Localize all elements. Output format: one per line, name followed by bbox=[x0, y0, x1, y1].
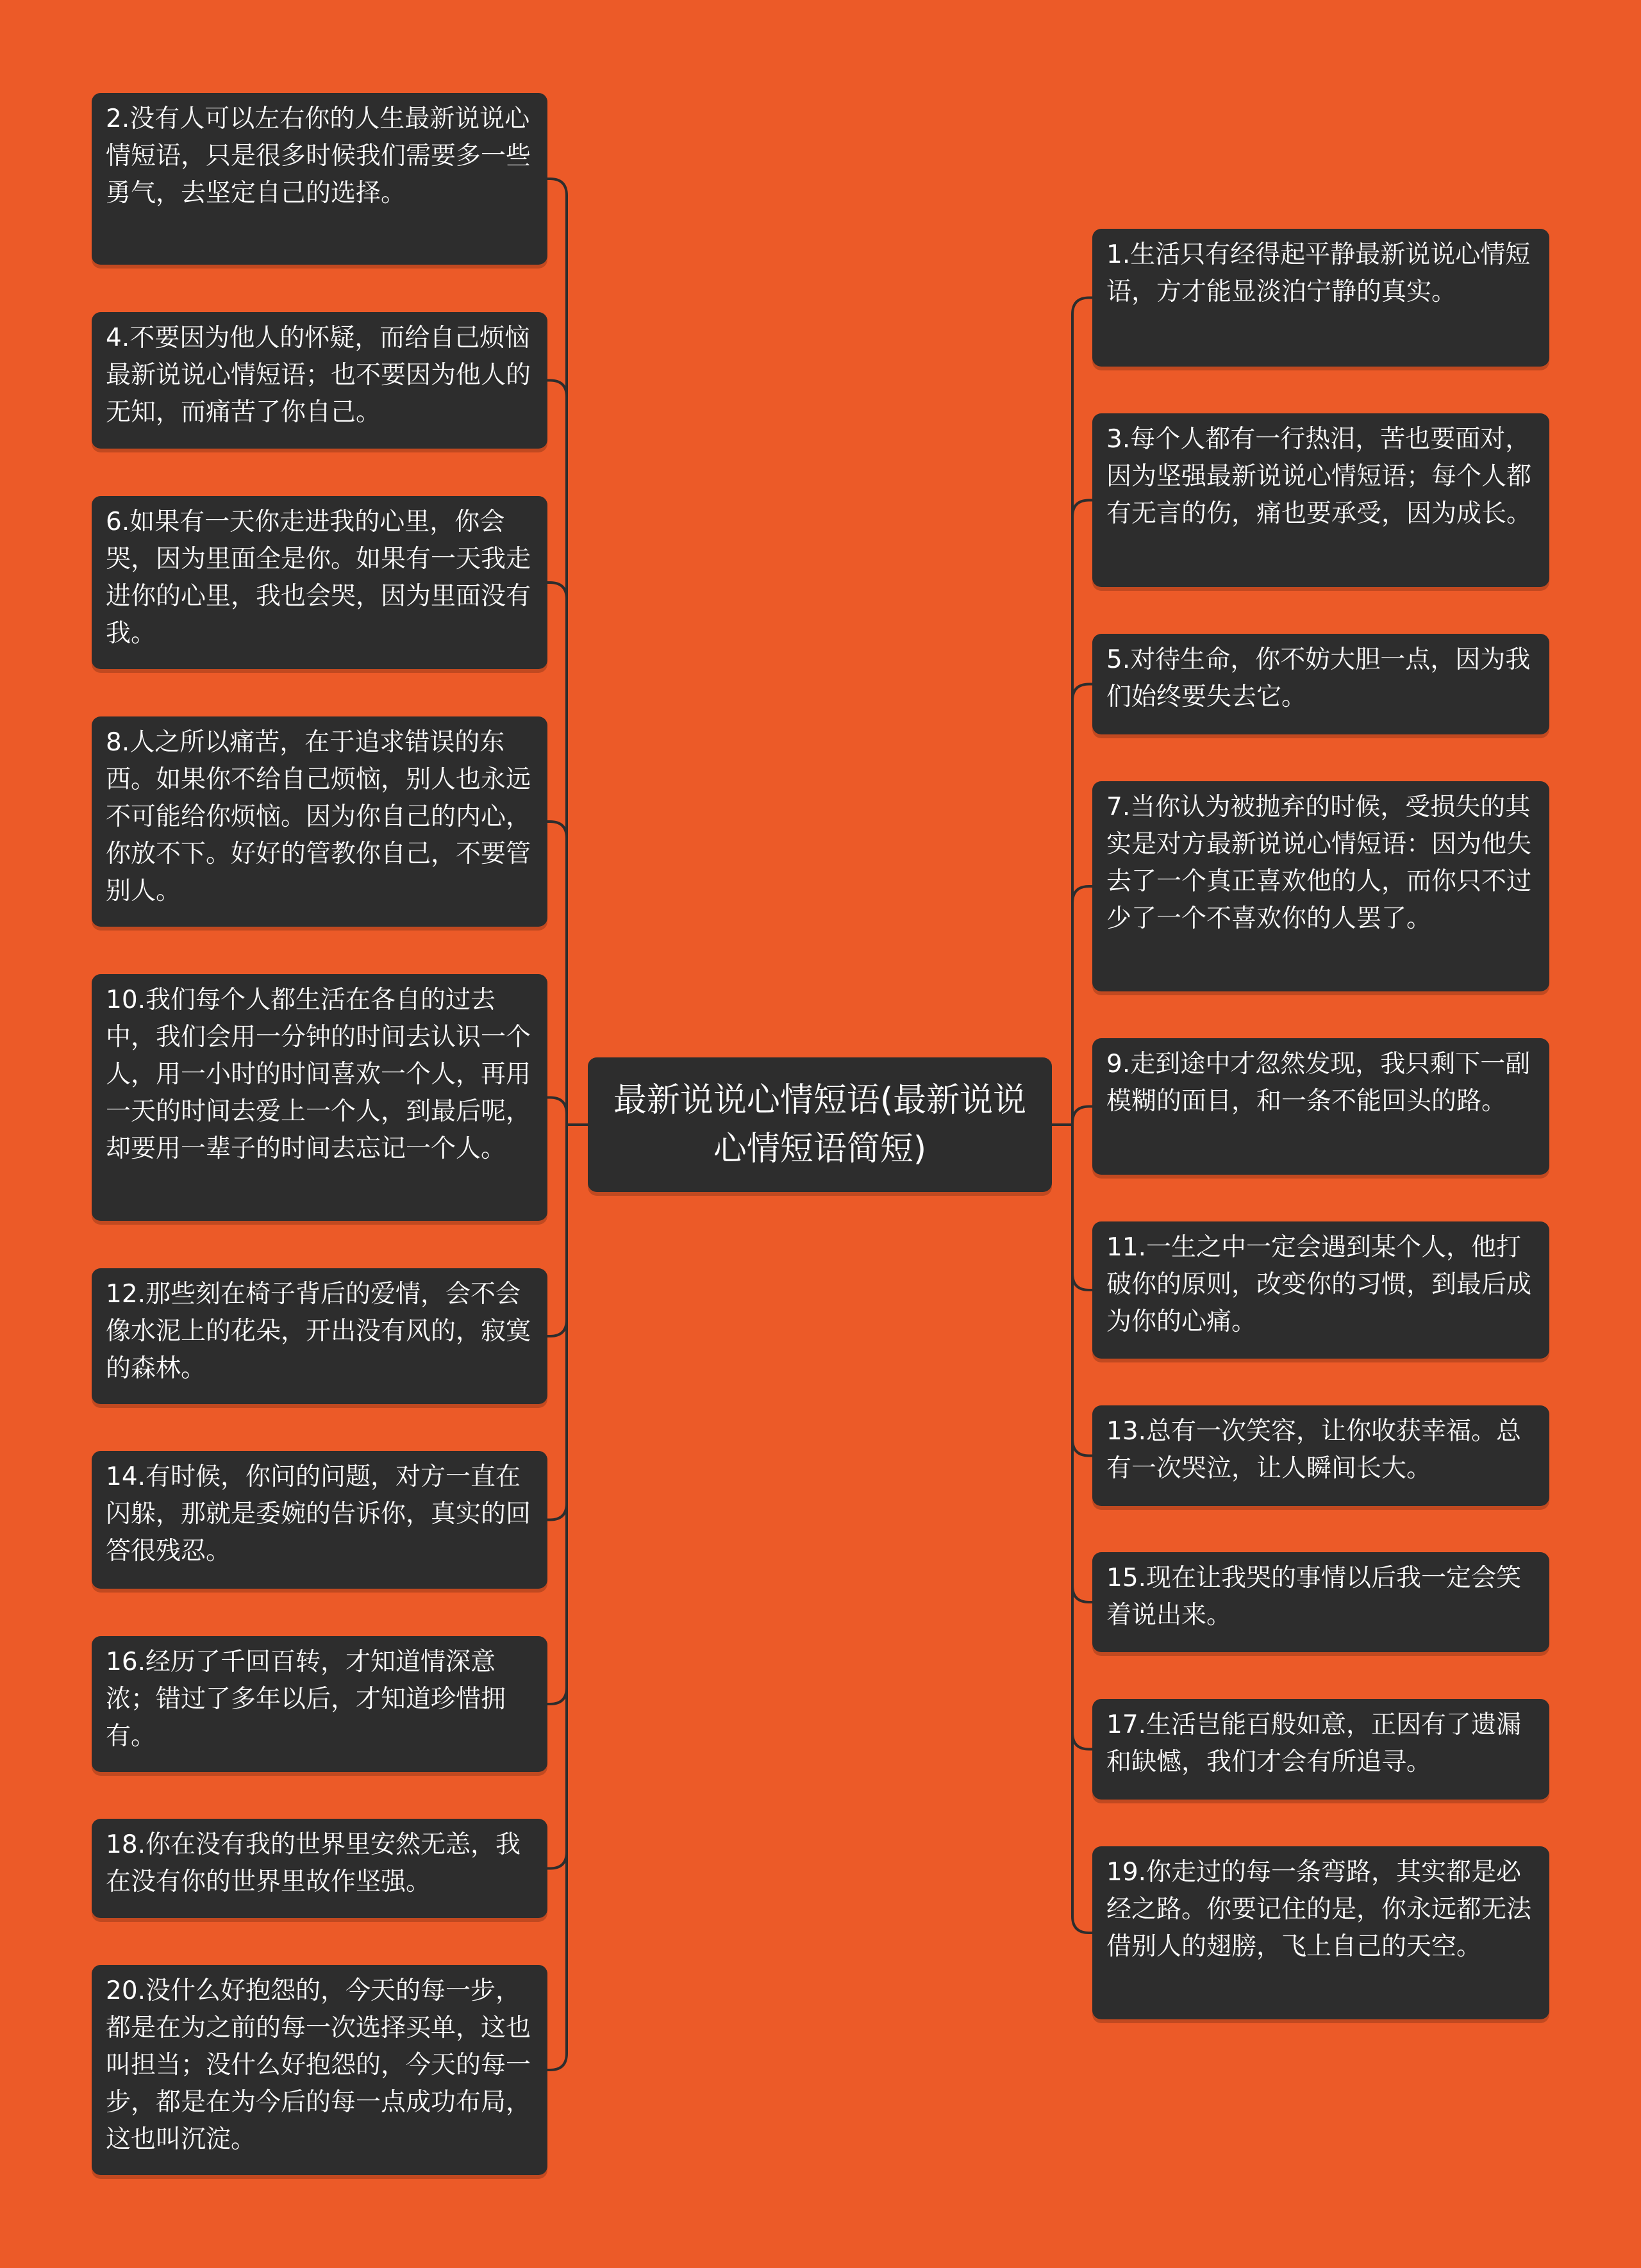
branch-text: 7.当你认为被抛弃的时候，受损失的其实是对方最新说说心情短语：因为他失去了一个真正喜欢他的人，而你只不过少了一个不喜欢你的人罢了。 bbox=[1106, 793, 1532, 933]
branch-text: 8.人之所以痛苦，在于追求错误的东西。如果你不给自己烦恼，别人也永远不可能给你烦恼。因为你自己的内心，你放不下。好好的管教你自己，不要管别人。 bbox=[106, 728, 531, 906]
branch-node-2[interactable] bbox=[92, 93, 547, 265]
branch-node-20[interactable] bbox=[92, 1965, 547, 2175]
branch-text: 12.那些刻在椅子背后的爱情，会不会像水泥上的花朵，开出没有风的，寂寞的森林。 bbox=[106, 1280, 531, 1383]
branch-node-6[interactable] bbox=[92, 496, 547, 669]
branch-text: 13.总有一次笑容，让你收获幸福。总有一次哭泣，让人瞬间长大。 bbox=[1106, 1417, 1522, 1483]
branch-text: 5.对待生命，你不妨大胆一点，因为我们始终要失去它。 bbox=[1106, 645, 1531, 711]
connector-right bbox=[1072, 1125, 1092, 1602]
branch-node-13[interactable] bbox=[1092, 1405, 1549, 1506]
branch-node-19[interactable] bbox=[1092, 1846, 1549, 2019]
branch-node-12[interactable] bbox=[92, 1268, 547, 1404]
branch-text: 4.不要因为他人的怀疑，而给自己烦恼最新说说心情短语；也不要因为他人的无知，而痛苦了你自己。 bbox=[106, 324, 531, 427]
branch-node-10[interactable] bbox=[92, 974, 547, 1221]
branch-node-11[interactable] bbox=[1092, 1221, 1549, 1359]
connector-right bbox=[1072, 886, 1092, 1125]
connector-left bbox=[547, 1125, 567, 1520]
branch-text: 9.走到途中才忽然发现，我只剩下一副模糊的面目，和一条不能回头的路。 bbox=[1106, 1050, 1531, 1116]
connector-left bbox=[547, 583, 567, 1125]
connector-right bbox=[1072, 1125, 1092, 1750]
branch-node-18[interactable] bbox=[92, 1819, 547, 1918]
branch-node-14[interactable] bbox=[92, 1451, 547, 1589]
branch-text: 1.生活只有经得起平静最新说说心情短语，方才能显淡泊宁静的真实。 bbox=[1106, 240, 1531, 306]
connector-left bbox=[547, 179, 567, 1125]
branch-text: 10.我们每个人都生活在各自的过去中，我们会用一分钟的时间去认识一个人，用一小时的时间喜欢一个人，再用一天的时间去爱上一个人，到最后呢，却要用一辈子的时间去忘记一个人。 bbox=[106, 986, 531, 1163]
root-node[interactable] bbox=[588, 1057, 1052, 1192]
branch-text: 2.没有人可以左右你的人生最新说说心情短语，只是很多时候我们需要多一些勇气，去坚定自己的选择。 bbox=[106, 104, 531, 208]
branch-text: 17.生活岂能百般如意，正因有了遗漏和缺憾，我们才会有所追寻。 bbox=[1106, 1710, 1522, 1776]
connector-left bbox=[547, 1125, 567, 1336]
connector-right bbox=[1072, 1125, 1092, 1290]
branch-node-7[interactable] bbox=[1092, 781, 1549, 991]
branch-text: 18.你在没有我的世界里安然无恙，我在没有你的世界里故作坚强。 bbox=[106, 1830, 521, 1896]
connector-left bbox=[547, 381, 567, 1125]
branch-text: 3.每个人都有一行热泪，苦也要面对，因为坚强最新说说心情短语；每个人都有无言的伤，痛也要承受，因为成长。 bbox=[1106, 425, 1532, 528]
branch-node-9[interactable] bbox=[1092, 1038, 1549, 1175]
branch-node-3[interactable] bbox=[1092, 413, 1549, 587]
connector-right bbox=[1072, 501, 1092, 1125]
connector-right bbox=[1072, 298, 1092, 1125]
branch-text: 15.现在让我哭的事情以后我一定会笑着说出来。 bbox=[1106, 1564, 1522, 1630]
root-label: 最新说说心情短语(最新说说心情短语简短) bbox=[613, 1081, 1027, 1168]
connector-right bbox=[1072, 1107, 1092, 1125]
branch-text: 19.你走过的每一条弯路，其实都是必经之路。你要记住的是，你永远都无法借别人的翅膀，飞上自己的天空。 bbox=[1106, 1858, 1532, 1961]
connector-left bbox=[547, 1125, 567, 1869]
branch-node-8[interactable] bbox=[92, 716, 547, 927]
branch-text: 14.有时候，你问的问题，对方一直在闪躲，那就是委婉的告诉你，真实的回答很残忍。 bbox=[106, 1462, 531, 1566]
branch-node-15[interactable] bbox=[1092, 1552, 1549, 1652]
branch-text: 6.如果有一天你走进我的心里，你会哭，因为里面全是你。如果有一天我走进你的心里，我也会哭，因为里面没有我。 bbox=[106, 508, 531, 648]
branch-node-1[interactable] bbox=[1092, 229, 1549, 367]
connector-left bbox=[547, 1125, 567, 2070]
connector-left bbox=[547, 1098, 567, 1125]
branch-node-5[interactable] bbox=[1092, 634, 1549, 734]
branch-text: 20.没什么好抱怨的，今天的每一步，都是在为之前的每一次选择买单，这也叫担当；没什么好抱怨的，今天的每一步，都是在为今后的每一点成功布局，这也叫沉淀。 bbox=[106, 1976, 531, 2154]
connector-left bbox=[547, 822, 567, 1125]
branch-node-16[interactable] bbox=[92, 1636, 547, 1772]
branch-node-4[interactable] bbox=[92, 312, 547, 449]
branch-text: 11.一生之中一定会遇到某个人，他打破你的原则，改变你的习惯，到最后成为你的心痛。 bbox=[1106, 1233, 1532, 1336]
connector-right bbox=[1072, 1125, 1092, 1933]
connector-right bbox=[1072, 684, 1092, 1125]
connector-left bbox=[547, 1125, 567, 1704]
branch-text: 16.经历了千回百转，才知道情深意浓；错过了多年以后，才知道珍惜拥有。 bbox=[106, 1648, 506, 1751]
branch-node-17[interactable] bbox=[1092, 1699, 1549, 1800]
